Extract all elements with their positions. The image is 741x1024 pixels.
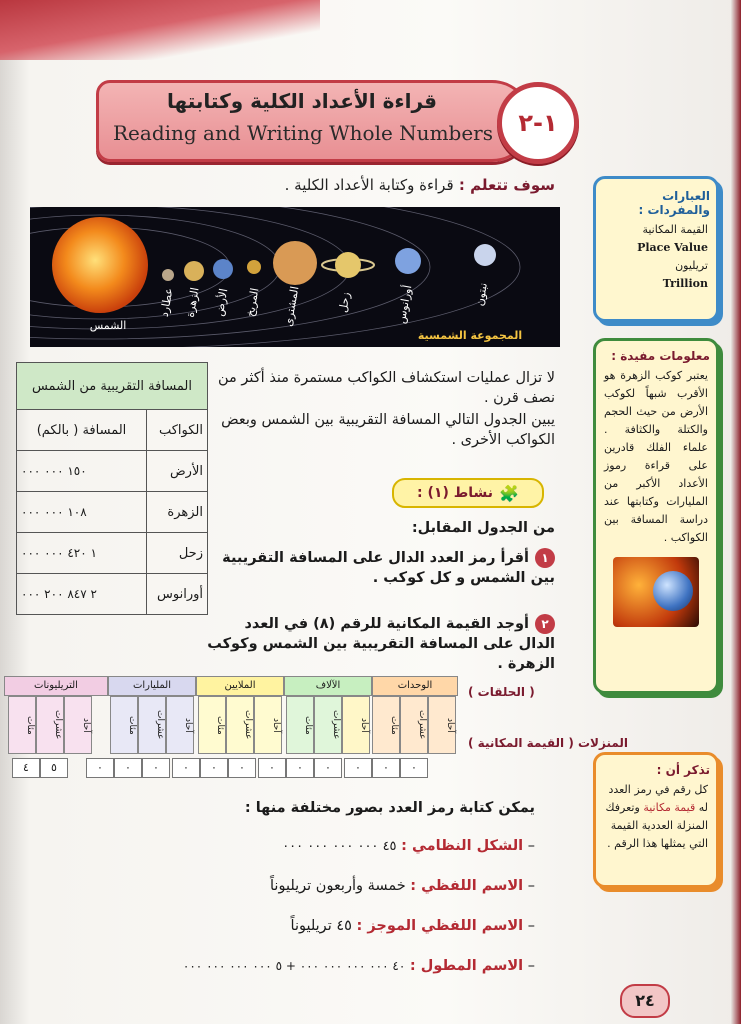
solar-caption: المجموعة الشمسية (417, 329, 523, 342)
table-cell-planet: الأرض (147, 451, 208, 492)
table-cell-distance: ٢ ٨٤٧ ٢٠٠ ٠٠٠ (17, 574, 147, 615)
intro-paragraph-2: يبين الجدول التالي المسافة التقريبية بين الشمس وبعض الكواكب الأخرى . (221, 412, 555, 448)
sun-graphic (52, 217, 148, 313)
form-label: الاسم المطول : (409, 958, 524, 974)
place-units: آحاد (64, 696, 92, 754)
label-mercury: عطارد (157, 286, 176, 318)
group-trillions: التريليونات (4, 676, 108, 696)
lesson-title-english: Reading and Writing Whole Numbers (113, 121, 493, 145)
activity-title (392, 478, 544, 508)
place-units: آحاد (166, 696, 194, 754)
digit-cell: ٠ (86, 758, 114, 778)
digit-cell: ٠ (228, 758, 256, 778)
activity-item-1 (205, 548, 555, 588)
vocab-item: Place Value (637, 241, 708, 254)
remember-title: تذكر أن : (656, 763, 710, 777)
label-earth: الأرض (212, 287, 231, 318)
venus-earth-image (613, 557, 699, 627)
table-row (17, 451, 208, 492)
digit-cell: ٠ (114, 758, 142, 778)
digit-cell: ٠ (344, 758, 372, 778)
group-billions: المليارات (108, 676, 196, 696)
form-standard: – الشكل النظامي : ٤٥ ٠٠٠ ٠٠٠ ٠٠٠ ٠٠٠ (282, 838, 535, 854)
activity-item-text: أوجد القيمة المكانية للرقم (٨) في العدد الدال على المسافة التقريبية بين الشمس وكوكب الزهرة . (207, 616, 555, 672)
place-tens: عشرات (36, 696, 64, 754)
vocab-item: القيمة المكانية (642, 223, 708, 236)
mars-graphic (247, 260, 261, 274)
activity-title-text: نشاط (١) : (417, 485, 494, 501)
place-hundreds: مئات (286, 696, 314, 754)
uranus-graphic (395, 248, 421, 274)
periods-label: ( الحلقات ) (468, 685, 535, 699)
digit-cell: ٠ (286, 758, 314, 778)
places-label: المنزلات ( القيمة المكانية ) (468, 736, 629, 750)
place-hundreds: مئات (372, 696, 400, 754)
learning-objective-text: قراءة وكتابة الأعداد الكلية . (284, 176, 454, 194)
learning-objective-label: سوف تتعلم : (458, 176, 555, 194)
form-value: خمسة وأربعون تريليوناً (270, 878, 406, 894)
digit-cell: ٠ (258, 758, 286, 778)
place-hundreds: مئات (198, 696, 226, 754)
table-cell-planet: زحل (147, 533, 208, 574)
place-tens: عشرات (314, 696, 342, 754)
place-hundreds: مئات (110, 696, 138, 754)
label-saturn: زحل (336, 291, 353, 314)
place-tens: عشرات (138, 696, 166, 754)
useful-info-text: يعتبر كوكب الزهرة هو الأقرب شبهاً لكوكب الأرض من حيث الحجم والكتلة والكثافة . علماء الفلك قادرين على قراءة رموز الأعداد الأكبر من المليارات وكتابتها عند دراسة المسافة بين الكواكب . (604, 369, 708, 544)
group-thousands: الآلاف (284, 676, 372, 696)
place-units: آحاد (342, 696, 370, 754)
digit-cell: ٥ (40, 758, 68, 778)
digit-cell: ٤ (12, 758, 40, 778)
place-hundreds: مئات (8, 696, 36, 754)
corner-ribbon (0, 0, 320, 60)
vocab-item: Trillion (662, 277, 708, 290)
activity-item-text: أقرأ رمز العدد الدال على المسافة التقريبية بين الشمس و كل كوكب . (222, 550, 555, 586)
group-millions: الملايين (196, 676, 284, 696)
distance-table-col-planet: الكواكب (147, 410, 208, 451)
page-edge (731, 0, 741, 1024)
activity-number: ١ (535, 548, 555, 568)
solar-system-illustration (30, 207, 560, 347)
activity-intro: من الجدول المقابل: (411, 520, 555, 536)
venus-graphic (184, 261, 204, 281)
form-value: ٤٥ ٠٠٠ ٠٠٠ ٠٠٠ ٠٠٠ (282, 839, 397, 854)
lesson-title-arabic: قراءة الأعداد الكلية وكتابتها (167, 89, 437, 113)
digit-cell: ٠ (172, 758, 200, 778)
digit-cell: ٠ (372, 758, 400, 778)
puzzle-icon: 🧩 (499, 483, 519, 503)
lesson-number-badge: ١-٢ (497, 82, 579, 164)
label-jupiter: المشترى (281, 285, 302, 328)
distance-table-col-distance: المسافة ( بالكم) (17, 410, 147, 451)
vocabulary-box (593, 176, 719, 322)
table-cell-planet: أورانوس (147, 574, 208, 615)
place-tens: عشرات (226, 696, 254, 754)
remember-text-pre: كل رقم في رمز العدد له (608, 783, 708, 814)
label-sun: الشمس (89, 319, 127, 332)
activity-number: ٢ (535, 614, 555, 634)
remember-text-post: وتعرفك المنزلة العددية القيمة التي يمثلها هذا الرقم . (605, 801, 708, 850)
distance-table (16, 362, 208, 615)
remember-highlight: قيمة مكانية (643, 801, 696, 814)
digit-cell: ٠ (314, 758, 342, 778)
table-cell-distance: ١٠٨ ٠٠٠ ٠٠٠ (17, 492, 147, 533)
learning-objective (285, 176, 555, 194)
form-short-word: – الاسم اللفظي الموجز : ٤٥ تريليوناً (290, 918, 535, 934)
saturn-graphic (335, 252, 361, 278)
form-label: الاسم اللفظي الموجز : (356, 918, 524, 934)
remember-box (593, 752, 719, 888)
vocab-item: تريليون (675, 259, 708, 272)
form-value: ٤٥ تريليوناً (290, 918, 352, 934)
mercury-graphic (162, 269, 174, 281)
form-label: الاسم اللفظي : (410, 878, 524, 894)
useful-info-box (593, 338, 719, 694)
activity-item-2 (205, 614, 555, 674)
table-row (17, 533, 208, 574)
solar-system-image (30, 207, 560, 347)
place-units: آحاد (254, 696, 282, 754)
label-uranus: أورانوس (394, 284, 415, 325)
group-units: الوحدات (372, 676, 458, 696)
place-units: آحاد (428, 696, 456, 754)
form-expanded: – الاسم المطول : ٤٠ ٠٠٠ ٠٠٠ ٠٠٠ ٠٠٠ + ٥ ٠٠٠ ٠٠٠ ٠٠٠ ٠٠٠ (182, 958, 535, 974)
jupiter-graphic (273, 241, 317, 285)
digit-cell: ٠ (400, 758, 428, 778)
intro-paragraph-1: لا تزال عمليات استكشاف الكواكب مستمرة منذ أكثر من نصف قرن . (217, 370, 555, 406)
table-cell-planet: الزهرة (147, 492, 208, 533)
distance-table-title: المسافة التقريبية من الشمس (17, 363, 208, 410)
lesson-title-banner (96, 80, 532, 162)
neptune-graphic (474, 244, 496, 266)
page-number: ٢٤ (620, 984, 670, 1018)
label-mars: المريخ (243, 286, 262, 318)
digit-cell: ٠ (200, 758, 228, 778)
vocabulary-title: العبارات والمفردات : (638, 189, 710, 217)
earth-graphic (213, 259, 233, 279)
form-value: ٤٠ ٠٠٠ ٠٠٠ ٠٠٠ ٠٠٠ + ٥ ٠٠٠ ٠٠٠ ٠٠٠ ٠٠٠ (182, 959, 406, 973)
form-label: الشكل النظامي : (401, 838, 524, 854)
table-row (17, 574, 208, 615)
place-value-chart (0, 670, 460, 780)
place-tens: عشرات (400, 696, 428, 754)
table-row (17, 492, 208, 533)
table-cell-distance: ١ ٤٢٠ ٠٠٠ ٠٠٠ (17, 533, 147, 574)
form-word: – الاسم اللفظي : خمسة وأربعون تريليوناً (270, 878, 535, 894)
digit-cell: ٠ (142, 758, 170, 778)
label-neptune: نبتون (473, 281, 490, 308)
table-cell-distance: ١٥٠ ٠٠٠ ٠٠٠ (17, 451, 147, 492)
useful-info-title: معلومات مفيدة : (611, 349, 710, 363)
forms-intro: يمكن كتابة رمز العدد بصور مختلفة منها : (244, 800, 535, 816)
label-venus: الزهرة (183, 286, 202, 319)
